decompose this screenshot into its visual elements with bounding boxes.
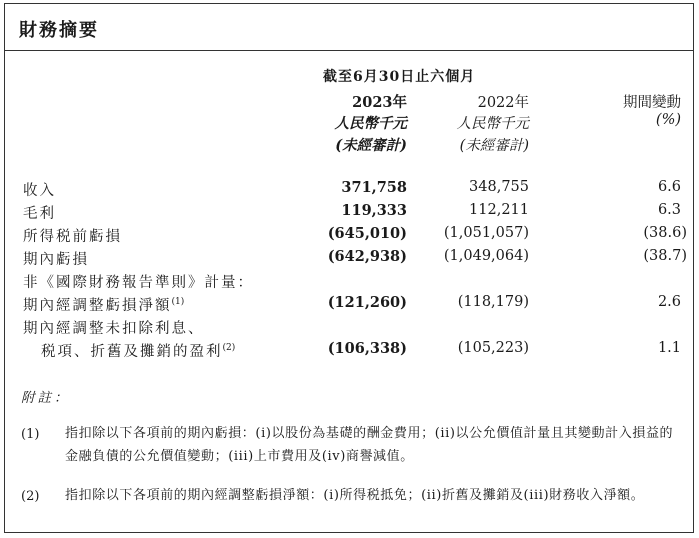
note-number: (1) (21, 427, 40, 442)
note-text: 指扣除以下各項前的期內虧損：(i)以股份為基礎的酬金費用；(ii)以公允價值計量且其變動計入損益的金融負債的公允價值變動；(iii)上市費用及(iv)商譽減值。 (65, 426, 674, 464)
row-label: 所得税前虧損 (23, 229, 122, 245)
value-2023: 119,333 (341, 202, 407, 219)
financial-summary-box (4, 3, 694, 533)
row-label: 期內虧損 (23, 252, 89, 268)
value-change: 2.6 (657, 294, 681, 310)
col-change-unit: (%) (655, 112, 681, 128)
row-label: 收入 (23, 183, 56, 199)
value-change: (38.7) (643, 248, 687, 264)
col-2022-audit: (未經審計) (459, 138, 529, 154)
col-2023-unit: 人民幣千元 (334, 115, 407, 132)
row-label-text: 期內經調整虧損淨額 (23, 298, 172, 314)
value-2023: (106,338) (327, 340, 407, 357)
value-2022: (1,051,057) (443, 225, 529, 241)
col-2023-audit: (未經審計) (335, 137, 407, 154)
col-change-label: 期間變動 (623, 95, 681, 111)
col-2023-year: 2023年 (352, 94, 407, 111)
col-2022-year: 2022年 (477, 95, 529, 111)
note-text: 指扣除以下各項前的期內經調整虧損淨額：(i)所得税抵免；(ii)折舊及攤銷及(iii)財務收入淨額。 (65, 488, 645, 503)
footnote-ref: (1) (171, 297, 185, 308)
value-change: 6.6 (657, 179, 681, 195)
footnote-ref: (2) (222, 343, 236, 354)
value-2022: 112,211 (469, 202, 529, 218)
value-2022: (118,179) (457, 294, 529, 310)
row-label-line2 (41, 340, 235, 361)
value-2022: (105,223) (457, 340, 529, 356)
value-2023: 371,758 (341, 179, 407, 196)
value-change: (38.6) (643, 225, 687, 241)
row-label-line1: 期內經調整未扣除利息、 (23, 321, 205, 337)
notes-heading: 附註： (21, 390, 71, 406)
section-title: 財務摘要 (19, 20, 99, 41)
note-number: (2) (21, 489, 40, 504)
value-change: 1.1 (657, 340, 681, 356)
value-2023: (645,010) (327, 225, 407, 242)
value-2023: (121,260) (327, 294, 407, 311)
value-2023: (642,938) (327, 248, 407, 265)
row-label (23, 294, 184, 315)
value-change: 6.3 (657, 202, 681, 218)
row-label: 毛利 (23, 206, 56, 222)
value-2022: 348,755 (469, 179, 529, 195)
col-2022-unit: 人民幣千元 (456, 116, 529, 132)
period-header: 截至6月30日止六個月 (323, 69, 476, 85)
title-divider (5, 50, 693, 51)
non-ifrs-heading: 非《國際財務報告準則》計量： (23, 275, 254, 291)
value-2022: (1,049,064) (443, 248, 529, 264)
row-label-text: 税項、折舊及攤銷的盈利 (41, 344, 223, 360)
